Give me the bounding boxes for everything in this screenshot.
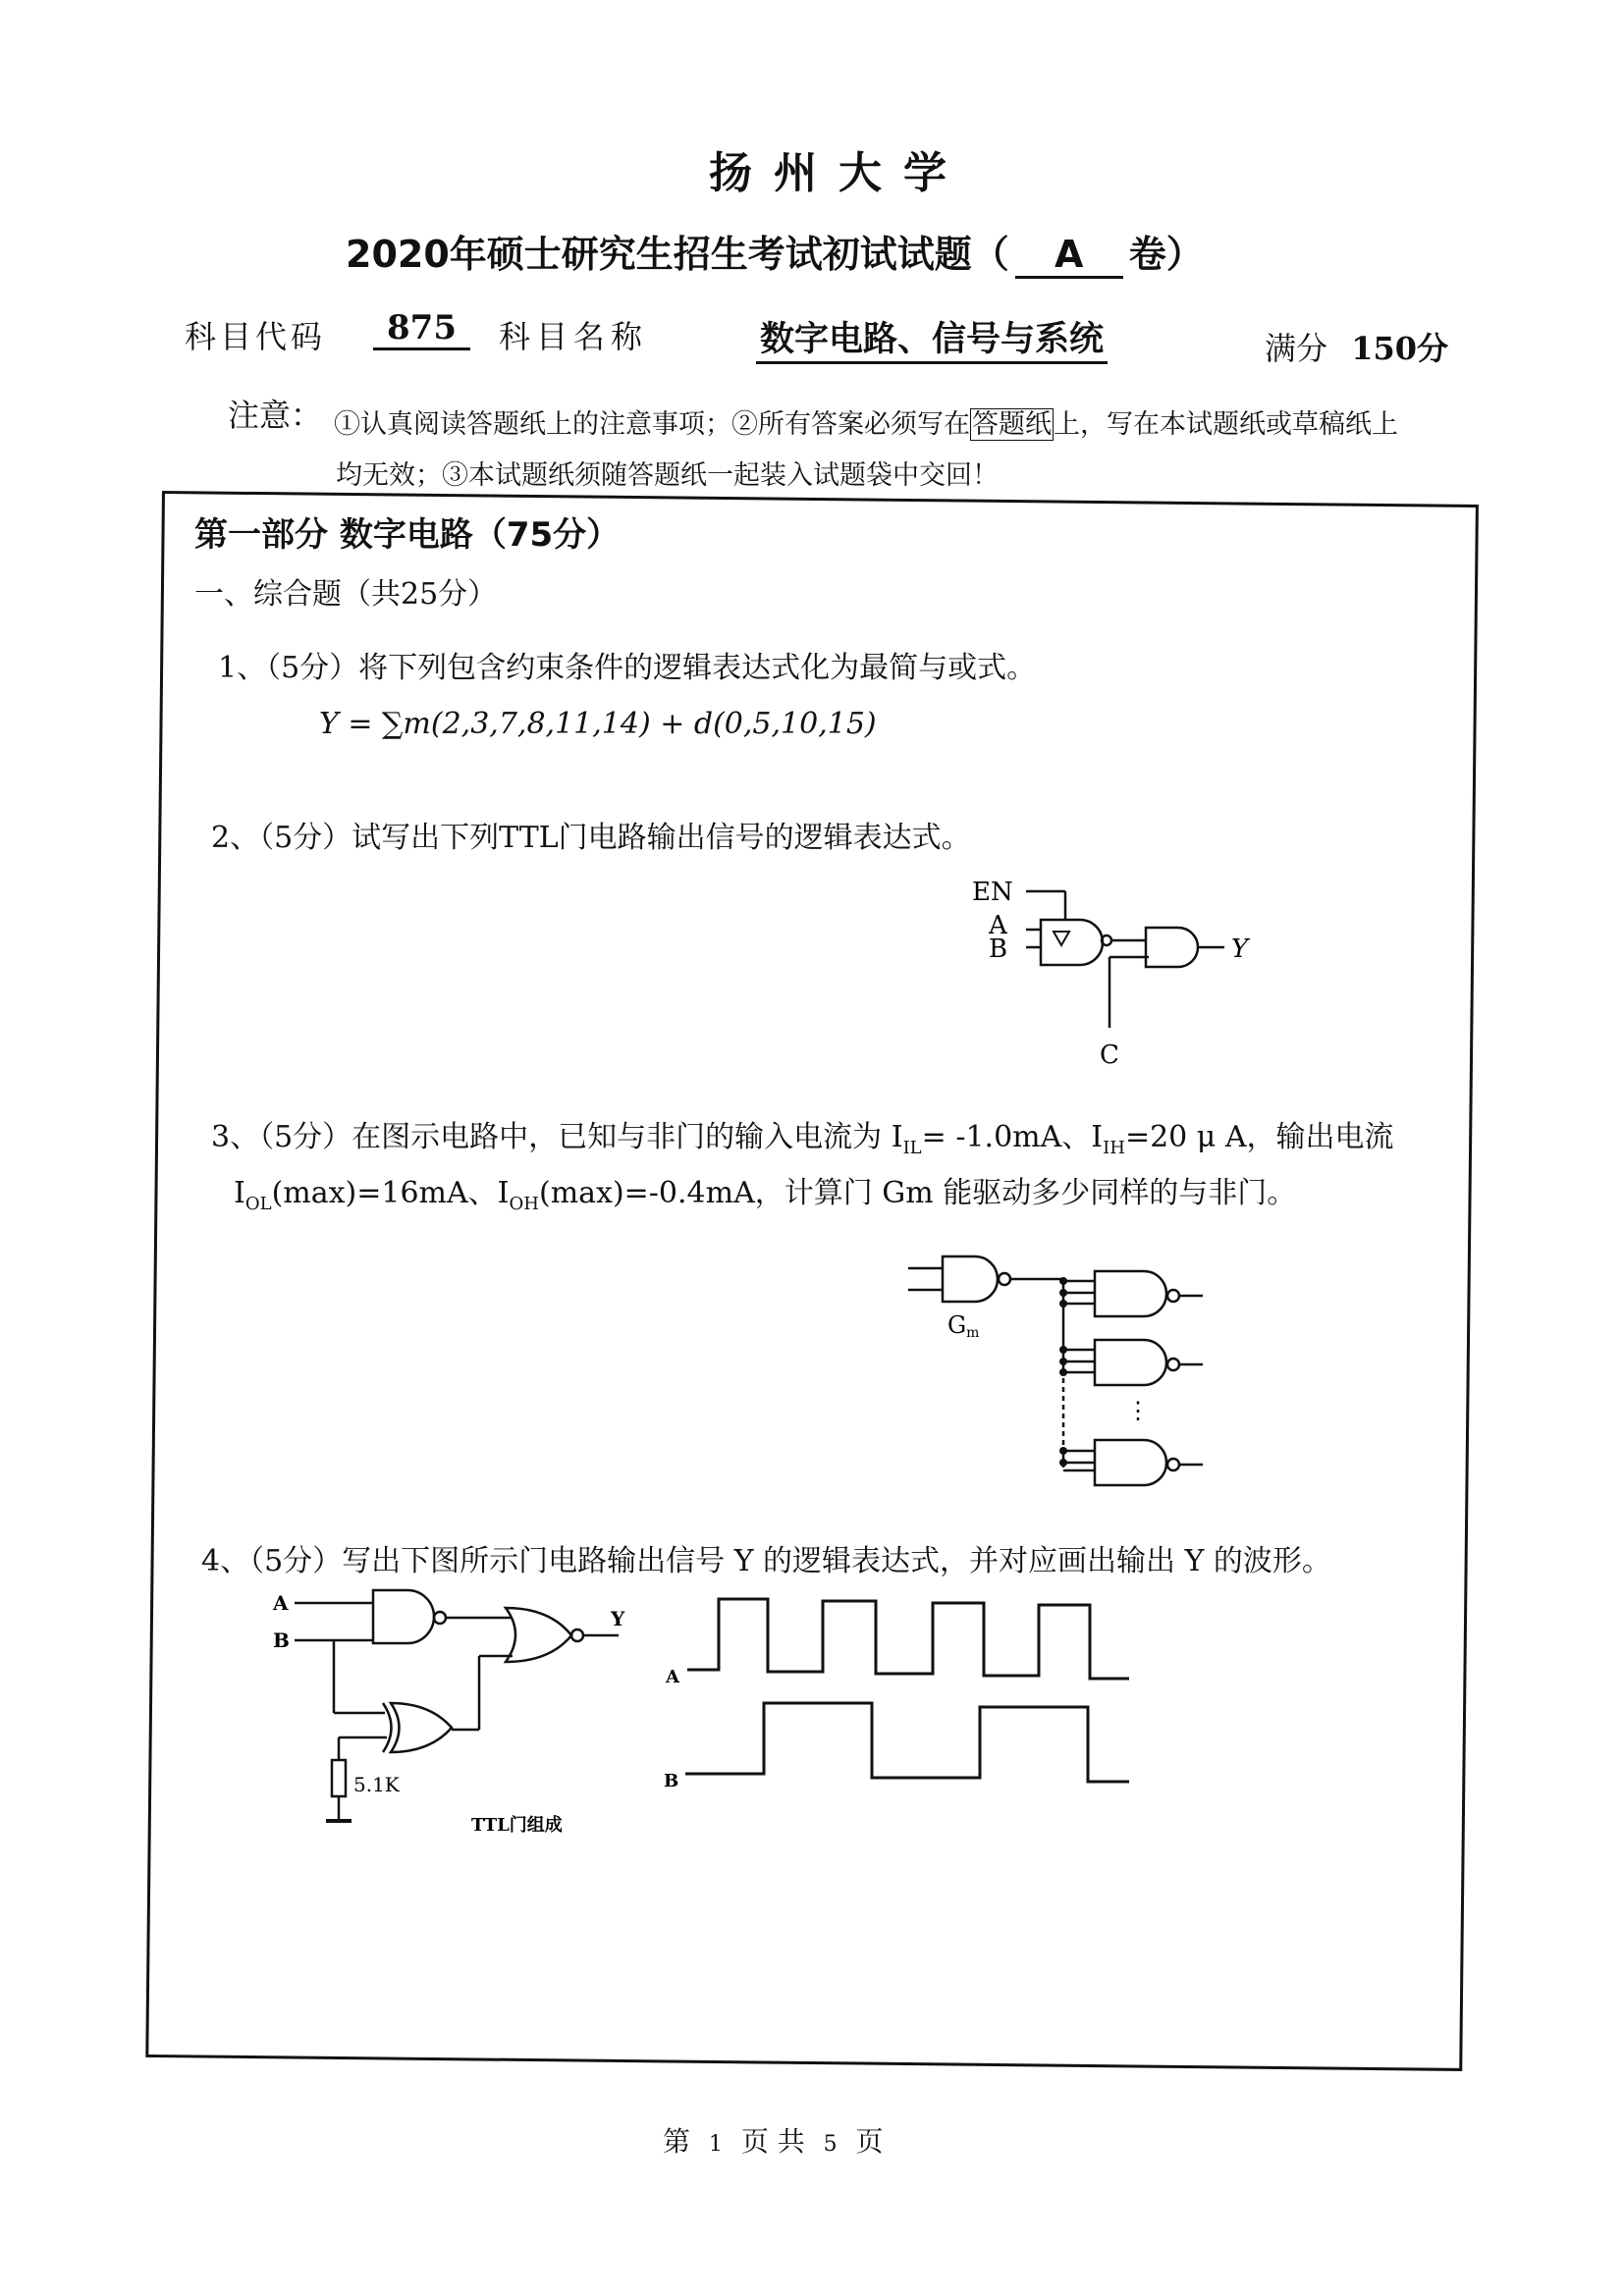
resistor-label: 5.1K <box>353 1773 400 1796</box>
q3-text: (max)=16mA、I <box>271 1176 510 1210</box>
question-3-line-2 <box>234 1168 1296 1214</box>
notice-line-1 <box>334 402 1398 441</box>
exam-title <box>346 224 1204 279</box>
section-title: 一、综合题（共25分） <box>194 577 498 612</box>
label-y: Y <box>1231 934 1249 964</box>
question-2: 2、（5分）试写出下列TTL门电路输出信号的逻辑表达式。 <box>211 821 971 855</box>
page-current: 1 <box>708 2132 723 2157</box>
waveform-b <box>685 1703 1129 1782</box>
q3-text: (max)=-0.4mA，计算门 Gm 能驱动多少同样的与非门。 <box>538 1176 1297 1210</box>
circuit-caption: TTL门组成 <box>471 1815 563 1836</box>
gm-label: Gm <box>947 1311 980 1341</box>
notice-label: 注意： <box>228 397 323 434</box>
q3-text: = -1.0mA、I <box>921 1120 1104 1154</box>
signal-a-label: A <box>666 1667 679 1687</box>
part-title: 第一部分 数字电路（75分） <box>194 515 621 555</box>
subject-name-label: 科目名称 <box>499 318 649 355</box>
input-b-label: B <box>273 1629 290 1652</box>
paper-version: A <box>1015 233 1123 279</box>
q3-text: I <box>234 1176 245 1210</box>
question-4-waveforms <box>648 1595 1159 1806</box>
subject-code: 875 <box>373 308 470 350</box>
q3-sub: OL <box>244 1194 272 1214</box>
label-en: EN <box>972 878 1013 907</box>
answer-sheet-boxed: 答题纸 <box>972 409 1052 440</box>
subject-name: 数字电路、信号与系统 <box>756 312 1108 364</box>
q3-text: 3、（5分）在图示电路中，已知与非门的输入电流为 I <box>211 1120 903 1154</box>
page-total: 5 <box>823 2132 838 2157</box>
label-c: C <box>1100 1041 1119 1070</box>
question-4-circuit <box>265 1580 638 1845</box>
page-indicator <box>663 2120 884 2160</box>
signal-b-label: B <box>664 1771 679 1791</box>
ellipsis: ⋮ <box>1126 1397 1150 1424</box>
output-y-label: Y <box>611 1607 625 1630</box>
label-b: B <box>989 934 1008 964</box>
exam-title-prefix: 2020年硕士研究生招生考试初试试题（ <box>346 233 1009 276</box>
notice-line-2: 均无效；③本试题纸须随答题纸一起装入试题袋中交回！ <box>336 460 999 491</box>
full-score-label: 满分 <box>1265 330 1328 367</box>
q3-sub: IH <box>1103 1138 1125 1158</box>
question-3-circuit <box>898 1247 1213 1492</box>
question-3-line-1 <box>211 1112 1393 1158</box>
page-suffix: 页 <box>855 2125 884 2158</box>
full-score-value: 150分 <box>1351 330 1448 367</box>
exam-title-suffix: 卷） <box>1128 233 1204 276</box>
input-a-label: A <box>273 1591 289 1615</box>
university-title: 扬州大学 <box>709 148 968 198</box>
subject-code-label: 科目代码 <box>185 318 327 355</box>
full-score <box>1265 324 1448 369</box>
page-prefix: 第 <box>663 2125 691 2158</box>
q3-sub: OH <box>509 1194 539 1214</box>
question-2-circuit <box>972 869 1267 1075</box>
q3-sub: IL <box>902 1138 922 1158</box>
question-1: 1、（5分）将下列包含约束条件的逻辑表达式化为最简与或式。 <box>218 651 1037 685</box>
notice-text: ①认真阅读答题纸上的注意事项；②所有答案必须写在 <box>334 409 970 440</box>
label-a: A <box>989 911 1007 940</box>
q3-text: =20 μ A，输出电流 <box>1124 1120 1394 1154</box>
notice-text: 上，写在本试题纸或草稿纸上 <box>1054 409 1398 440</box>
question-4: 4、（5分）写出下图所示门电路输出信号 Y 的逻辑表达式，并对应画出输出 Y 的波形。 <box>201 1544 1331 1578</box>
page-mid: 页 共 <box>740 2125 805 2158</box>
question-1-formula: Y = ∑m(2,3,7,8,11,14) + d(0,5,10,15) <box>319 707 877 741</box>
waveform-a <box>687 1599 1129 1679</box>
